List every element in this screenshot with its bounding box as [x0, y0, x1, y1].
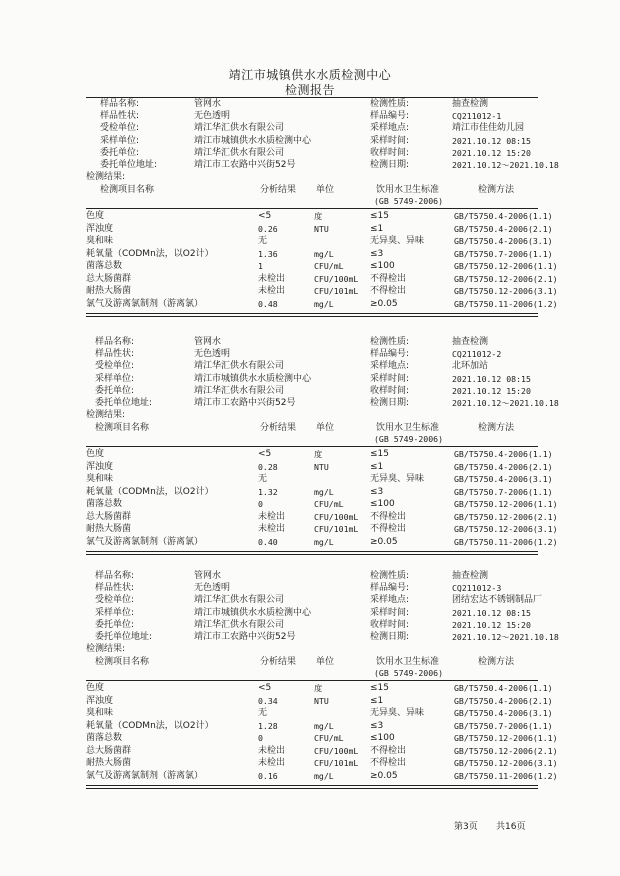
- item-name: 浑浊度: [86, 461, 114, 472]
- value-client-unit: 靖江华汇供水有限公司: [194, 385, 285, 396]
- item-unit: mg/L: [314, 486, 334, 497]
- value-property: 无色透明: [194, 583, 231, 594]
- item-standard: 不得检出: [370, 745, 407, 756]
- item-name: 耗氧量（CODMn法，以O2计）: [86, 486, 214, 497]
- item-method: GB/T5750.7-2006(1.1): [454, 486, 553, 497]
- label-client-address: 委托单位地址:: [95, 632, 153, 642]
- value-sample-no: CQ211012-3: [452, 583, 502, 594]
- item-result: 0.34: [258, 695, 278, 706]
- item-result: <5: [258, 449, 272, 459]
- item-unit: mg/L: [314, 770, 334, 781]
- item-name: 氯气及游离氯制剂（游离氯）: [86, 770, 204, 781]
- label-test-date: 检测日期:: [370, 398, 410, 408]
- item-result: 0.16: [258, 770, 278, 781]
- item-standard: ≤100: [370, 499, 395, 509]
- value-property: 无色透明: [194, 111, 231, 122]
- label-receive-time: 收样时间:: [370, 147, 410, 158]
- item-name: 臭和味: [86, 474, 114, 484]
- item-method: GB/T5750.4-2006(2.1): [454, 461, 553, 472]
- value-sampling-site: 北环加站: [452, 361, 489, 372]
- item-standard: ≤3: [370, 486, 384, 497]
- item-method: GB/T5750.12-2006(2.1): [454, 745, 558, 756]
- item-result: 0: [258, 733, 263, 743]
- value-receive-time: 2021.10.12 15:20: [452, 619, 531, 630]
- item-result: 1.28: [258, 720, 278, 731]
- block-end-rule: [86, 554, 538, 555]
- label-receive-time: 收样时间:: [370, 385, 410, 396]
- value-sample-no: CQ211012-2: [452, 349, 502, 360]
- item-unit: CFU/101mL: [314, 286, 359, 296]
- item-method: GB/T5750.4-2006(1.1): [454, 211, 553, 221]
- label-sample-name: 样品名称:: [100, 99, 140, 109]
- item-result: 无: [258, 236, 268, 246]
- value-client-address: 靖江市工农路中兴街52号: [194, 398, 296, 408]
- item-result: 未检出: [258, 745, 286, 756]
- col-item-header: 检测项目名称: [95, 423, 150, 433]
- item-result: 0.26: [258, 223, 278, 234]
- row-rule: [86, 785, 538, 786]
- item-standard: ≥0.05: [370, 536, 398, 547]
- label-sample-property: 样品性状:: [95, 349, 135, 360]
- value-test-nature: 抽查检测: [452, 99, 489, 109]
- item-unit: CFU/100mL: [314, 273, 359, 284]
- item-standard: 不得检出: [370, 524, 407, 534]
- item-result: <5: [258, 683, 272, 693]
- item-standard: 无异臭、异味: [370, 708, 425, 718]
- item-standard: 不得检出: [370, 758, 407, 768]
- label-sample-property: 样品性状:: [95, 583, 135, 594]
- item-method: GB/T5750.4-2006(1.1): [454, 683, 553, 693]
- item-unit: mg/L: [314, 720, 334, 731]
- value-test-date: 2021.10.12～2021.10.18: [452, 160, 559, 170]
- label-test-nature: 检测性质:: [370, 337, 410, 347]
- item-unit: NTU: [314, 695, 329, 706]
- value-test-date: 2021.10.12～2021.10.18: [452, 632, 559, 642]
- item-standard: ≤15: [370, 449, 389, 459]
- item-unit: mg/L: [314, 536, 334, 547]
- item-standard: ≤100: [370, 261, 395, 271]
- value-sampling-time: 2021.10.12 08:15: [452, 373, 531, 384]
- item-method: GB/T5750.4-2006(3.1): [454, 708, 553, 718]
- value-receive-time: 2021.10.12 15:20: [452, 385, 531, 396]
- item-method: GB/T5750.11-2006(1.2): [454, 536, 558, 547]
- label-test-nature: 检测性质:: [370, 571, 410, 581]
- item-result: 0: [258, 499, 263, 509]
- label-sample-name: 样品名称:: [95, 571, 135, 581]
- item-method: GB/T5750.12-2006(1.1): [454, 261, 558, 271]
- item-result: 1: [258, 261, 263, 271]
- item-standard: ≤15: [370, 211, 389, 221]
- label-sample-no: 样品编号:: [370, 583, 410, 594]
- value-test-nature: 抽查检测: [452, 571, 489, 581]
- report-subtitle: 检测报告: [284, 83, 335, 97]
- item-result: 未检出: [258, 758, 286, 768]
- item-unit: CFU/mL: [314, 261, 344, 271]
- item-name: 氯气及游离氯制剂（游离氯）: [86, 298, 204, 309]
- item-method: GB/T5750.12-2006(1.1): [454, 733, 558, 743]
- item-method: GB/T5750.12-2006(1.1): [454, 499, 558, 509]
- row-rule: [86, 313, 538, 314]
- label-sampling-site: 采样地点:: [370, 123, 410, 134]
- item-method: GB/T5750.4-2006(3.1): [454, 236, 553, 246]
- col-result-header: 分析结果: [260, 185, 297, 195]
- label-test-date: 检测日期:: [370, 160, 410, 170]
- value-commission-unit: 靖江华汇供水有限公司: [194, 361, 285, 372]
- item-standard: ≤1: [370, 461, 384, 472]
- item-unit: 度: [314, 683, 323, 693]
- item-name: 色度: [86, 211, 105, 221]
- item-result: 0.48: [258, 298, 278, 309]
- value-sampling-unit: 靖江市城镇供水水质检测中心: [194, 607, 312, 618]
- block-end-rule: [86, 316, 538, 317]
- label-client-unit: 委托单位:: [100, 147, 140, 158]
- report-title: 靖江市城镇供水水质检测中心: [228, 68, 392, 82]
- item-method: GB/T5750.12-2006(3.1): [454, 286, 558, 296]
- item-unit: CFU/101mL: [314, 524, 359, 534]
- label-client-unit: 委托单位:: [95, 619, 135, 630]
- item-name: 色度: [86, 683, 105, 693]
- col-unit-header: 单位: [316, 423, 335, 433]
- label-commission-unit: 受检单位:: [95, 595, 135, 606]
- item-standard: ≤3: [370, 720, 384, 731]
- row-rule: [86, 551, 538, 552]
- value-name: 管网水: [194, 99, 222, 109]
- value-sampling-time: 2021.10.12 08:15: [452, 135, 531, 146]
- item-method: GB/T5750.12-2006(2.1): [454, 273, 558, 284]
- item-name: 臭和味: [86, 708, 114, 718]
- item-unit: 度: [314, 211, 323, 221]
- item-name: 浑浊度: [86, 223, 114, 234]
- label-sampling-unit: 采样单位:: [100, 135, 140, 146]
- value-sampling-unit: 靖江市城镇供水水质检测中心: [194, 135, 312, 146]
- item-result: <5: [258, 211, 272, 221]
- item-method: GB/T5750.11-2006(1.2): [454, 770, 558, 781]
- item-method: GB/T5750.7-2006(1.1): [454, 248, 553, 259]
- value-client-address: 靖江市工农路中兴街52号: [194, 160, 296, 170]
- item-method: GB/T5750.7-2006(1.1): [454, 720, 553, 731]
- label-sampling-time: 采样时间:: [370, 607, 410, 618]
- page-total: 共16页: [496, 822, 526, 832]
- item-unit: mg/L: [314, 298, 334, 309]
- col-standard-sub: (GB 5749-2006): [374, 434, 444, 444]
- label-sampling-site: 采样地点:: [370, 595, 410, 606]
- item-result: 1.36: [258, 248, 278, 259]
- col-unit-header: 单位: [316, 657, 335, 667]
- label-receive-time: 收样时间:: [370, 619, 410, 630]
- item-unit: NTU: [314, 223, 329, 234]
- label-sampling-time: 采样时间:: [370, 373, 410, 384]
- label-sample-no: 样品编号:: [370, 111, 410, 122]
- item-method: GB/T5750.4-2006(2.1): [454, 695, 553, 706]
- header-rule: [86, 680, 538, 681]
- item-standard: 不得检出: [370, 511, 407, 522]
- item-method: GB/T5750.12-2006(3.1): [454, 758, 558, 768]
- value-name: 管网水: [194, 571, 222, 581]
- value-property: 无色透明: [194, 349, 231, 360]
- page-number: 第3页: [454, 822, 478, 832]
- item-method: GB/T5750.4-2006(2.1): [454, 223, 553, 234]
- label-test-nature: 检测性质:: [370, 99, 410, 109]
- item-name: 总大肠菌群: [86, 511, 132, 522]
- label-client-unit: 委托单位:: [95, 385, 135, 396]
- item-standard: ≤3: [370, 248, 384, 259]
- item-name: 浑浊度: [86, 695, 114, 706]
- label-sample-property: 样品性状:: [100, 111, 140, 122]
- value-commission-unit: 靖江华汇供水有限公司: [194, 595, 285, 606]
- col-standard-header: 饮用水卫生标准: [376, 423, 440, 433]
- value-test-nature: 抽查检测: [452, 337, 489, 347]
- col-standard-sub: (GB 5749-2006): [374, 196, 444, 206]
- item-result: 未检出: [258, 273, 286, 284]
- item-result: 无: [258, 708, 268, 718]
- item-result: 0.28: [258, 461, 278, 472]
- item-result: 未检出: [258, 511, 286, 522]
- label-client-address: 委托单位地址:: [100, 160, 158, 170]
- item-name: 耗氧量（CODMn法，以O2计）: [86, 720, 214, 731]
- item-method: GB/T5750.12-2006(2.1): [454, 511, 558, 522]
- item-name: 耐热大肠菌: [86, 758, 132, 768]
- item-name: 菌落总数: [86, 499, 123, 509]
- value-receive-time: 2021.10.12 15:20: [452, 147, 531, 158]
- results-heading: 检测结果:: [86, 410, 126, 420]
- item-method: GB/T5750.4-2006(1.1): [454, 449, 553, 459]
- item-standard: 无异臭、异味: [370, 474, 425, 484]
- item-unit: CFU/101mL: [314, 758, 359, 768]
- label-test-date: 检测日期:: [370, 632, 410, 642]
- value-commission-unit: 靖江华汇供水有限公司: [194, 123, 285, 134]
- value-sampling-site: 团结宏达不锈钢制品厂: [452, 595, 543, 606]
- results-heading: 检测结果:: [86, 172, 126, 182]
- item-unit: 度: [314, 449, 323, 459]
- item-result: 未检出: [258, 524, 286, 534]
- col-standard-header: 饮用水卫生标准: [376, 657, 440, 667]
- value-sampling-time: 2021.10.12 08:15: [452, 607, 531, 618]
- item-standard: ≤15: [370, 683, 389, 693]
- item-standard: 无异臭、异味: [370, 236, 425, 246]
- header-rule: [86, 208, 538, 209]
- item-method: GB/T5750.12-2006(3.1): [454, 524, 558, 534]
- item-name: 耗氧量（CODMn法，以O2计）: [86, 248, 214, 259]
- item-standard: ≤100: [370, 733, 395, 743]
- item-standard: 不得检出: [370, 273, 407, 284]
- item-name: 总大肠菌群: [86, 273, 132, 284]
- item-standard: 不得检出: [370, 286, 407, 296]
- col-standard-sub: (GB 5749-2006): [374, 668, 444, 678]
- col-result-header: 分析结果: [260, 423, 297, 433]
- label-client-address: 委托单位地址:: [95, 398, 153, 408]
- value-sampling-site: 靖江市佳佳幼儿园: [452, 123, 525, 134]
- col-item-header: 检测项目名称: [95, 657, 150, 667]
- label-sampling-site: 采样地点:: [370, 361, 410, 372]
- item-unit: CFU/100mL: [314, 511, 359, 522]
- value-client-address: 靖江市工农路中兴街52号: [194, 632, 296, 642]
- item-name: 耐热大肠菌: [86, 286, 132, 296]
- value-sampling-unit: 靖江市城镇供水水质检测中心: [194, 373, 312, 384]
- label-sample-name: 样品名称:: [95, 337, 135, 347]
- label-commission-unit: 受检单位:: [100, 123, 140, 134]
- value-test-date: 2021.10.12～2021.10.18: [452, 398, 559, 408]
- results-heading: 检测结果:: [86, 644, 126, 654]
- label-sampling-unit: 采样单位:: [95, 373, 135, 384]
- item-result: 未检出: [258, 286, 286, 296]
- col-result-header: 分析结果: [260, 657, 297, 667]
- item-name: 菌落总数: [86, 733, 123, 743]
- header-rule: [86, 446, 538, 447]
- label-sample-no: 样品编号:: [370, 349, 410, 360]
- item-result: 0.40: [258, 536, 278, 547]
- item-standard: ≤1: [370, 223, 384, 234]
- item-result: 无: [258, 474, 268, 484]
- item-name: 总大肠菌群: [86, 745, 132, 756]
- label-commission-unit: 受检单位:: [95, 361, 135, 372]
- title-rule: [86, 97, 538, 98]
- item-unit: CFU/mL: [314, 499, 344, 509]
- item-unit: CFU/mL: [314, 733, 344, 743]
- item-name: 氯气及游离氯制剂（游离氯）: [86, 536, 204, 547]
- item-result: 1.32: [258, 486, 278, 497]
- col-method-header: 检测方法: [478, 423, 515, 433]
- item-name: 臭和味: [86, 236, 114, 246]
- col-unit-header: 单位: [316, 185, 335, 195]
- label-sampling-time: 采样时间:: [370, 135, 410, 146]
- value-client-unit: 靖江华汇供水有限公司: [194, 147, 285, 158]
- col-method-header: 检测方法: [478, 185, 515, 195]
- item-unit: CFU/100mL: [314, 745, 359, 756]
- item-unit: mg/L: [314, 248, 334, 259]
- value-sample-no: CQ211012-1: [452, 111, 502, 122]
- block-end-rule: [86, 788, 538, 789]
- col-method-header: 检测方法: [478, 657, 515, 667]
- item-standard: ≥0.05: [370, 770, 398, 781]
- item-method: GB/T5750.11-2006(1.2): [454, 298, 558, 309]
- value-client-unit: 靖江华汇供水有限公司: [194, 619, 285, 630]
- value-name: 管网水: [194, 337, 222, 347]
- item-standard: ≥0.05: [370, 298, 398, 309]
- item-name: 色度: [86, 449, 105, 459]
- page-footer: [0, 822, 620, 836]
- label-sampling-unit: 采样单位:: [95, 607, 135, 618]
- item-unit: NTU: [314, 461, 329, 472]
- item-standard: ≤1: [370, 695, 384, 706]
- col-standard-header: 饮用水卫生标准: [376, 185, 440, 195]
- item-name: 耐热大肠菌: [86, 524, 132, 534]
- col-item-header: 检测项目名称: [100, 185, 155, 195]
- item-method: GB/T5750.4-2006(3.1): [454, 474, 553, 484]
- item-name: 菌落总数: [86, 261, 123, 271]
